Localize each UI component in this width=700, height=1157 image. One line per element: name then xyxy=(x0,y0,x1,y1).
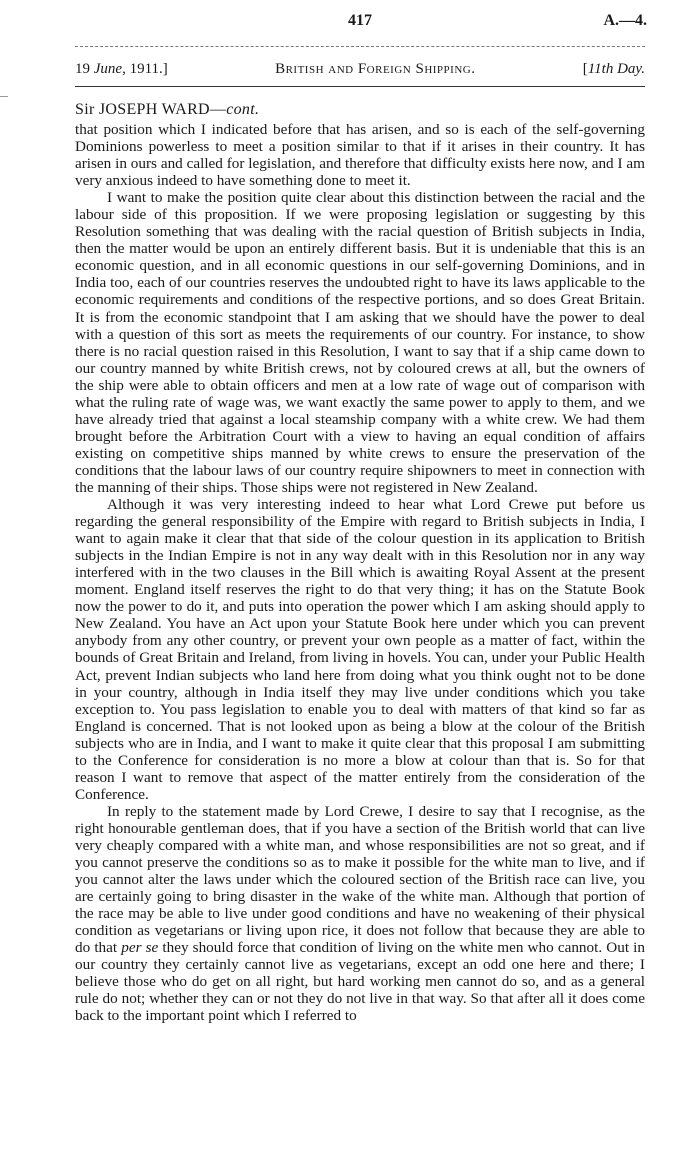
paragraph-3: Although it was very interesting indeed to hear what Lord Crewe put before us regarding the general responsibility of the Empire with regard to British subjects in India, I want to again make it clear that that side of the colour question in its application to British subjects in the Indian Empire is not in any way dealt with in this Resolution nor in any way interfered with in the two clauses in the Bill which is awaiting Royal Assent at the present moment. England itself reserves the right to do that very thing; it has on the Statute Book now the power to do it, and puts into operation the power which I am asking should apply to New Zealand. You have an Act upon your Statute Book here under which you can prevent anybody from any other country, or prevent your own people as a matter of fact, within the bounds of Great Britain and Ireland, from living in hovels. You can, under your Public Health Act, prevent Indian subjects who land here from doing what you think ought not to be done in your country, although in India itself they may live under conditions which you take exception to. You pass legislation to enable you to deal with matters of that kind so far as England is concerned. That is not looked upon as being a blow at the colour of the British subjects who are in India, and I want to make it quite clear that this proposal I am submitting to the Conference for consideration is no more a blow at colour than that is. So for that reason I want to remove that aspect of the matter entirely from the consideration of the Conference. xyxy=(75,496,645,803)
session-date xyxy=(75,61,168,78)
speaker-heading xyxy=(75,101,645,119)
session-day xyxy=(583,61,645,78)
header-rule xyxy=(75,86,645,87)
page-top xyxy=(75,0,645,30)
header-dashed-rule xyxy=(75,46,645,47)
margin-mark xyxy=(0,96,8,97)
paragraph-2: I want to make the position quite clear about this distinction between the racial and the labour side of this proposition. If we were proposing legislation or suggesting by this Resolution something that was dealing with the racial question of British subjects in India, then the matter would be upon an entirely different basis. But it is undeniable that this is an economic question, and in all economic questions in our self-governing Dominions, and in India too, each of our countries reserves the undoubted right to have its laws applicable to the economic requirements and conditions of the respective portions, and so does Great Britain. It is from the economic standpoint that I am asking that we should have the power to deal with a question of this sort as meets the requirements of our country. For instance, to show there is no racial question raised in this Resolution, I want to say that if a ship came down to our country manned by white British crews, not by coloured crews at all, but the owners of the ship were able to obtain officers and men at a low rate of wage out of comparison with what the ruling rate of wage was, we want exactly the same power to apply to them, and we have already tried that against a local steamship company with a white crew. We had them brought before the Arbitration Court with a view to having an equal condition of affairs existing on competitive ships manned by white crews to ensure the preservation of the conditions that the labour laws of our country require shipowners to meet in connection with the manning of their ships. Those ships were not registered in New Zealand. xyxy=(75,189,645,496)
day-label: 11th Day. xyxy=(587,61,645,77)
paragraph-4-part-1: In reply to the statement made by Lord Crewe, I desire to say that I recognise, as the right honourable gentleman does, that if you have a section of the British world that can live very cheaply compared with a white man, and whose responsibilities are not so great, and if you cannot preserve the conditions so as to make it possible for the white man to live, and if you cannot alter the laws under which the coloured section of the British race can live, you are certainly going to bring disaster in the wake of the white man. Although that portion of the race may be able to live under good conditions and have no weakening of their physical condition as vegetarians or living upon rice, it does not follow that because they are able to do that xyxy=(75,802,645,957)
running-head xyxy=(75,61,645,78)
paragraph-4-part-2: they should force that condition of living on the white men who cannot. Out in our country they certainly cannot live as vegetarians, except an odd one here and there; I believe those who do get on all right, but hard working men cannot do so, and as a general rule do not; whether they can or not they do not live in that way. So that after all it does come back to the important point which I referred to xyxy=(75,939,645,1025)
date-year: , 1911.] xyxy=(122,61,168,77)
running-title: British and Foreign Shipping. xyxy=(275,61,476,77)
paragraph-4-latin: per se xyxy=(121,939,159,957)
date-month: June xyxy=(93,61,123,77)
paper-reference: A.—4. xyxy=(603,12,647,29)
speaker-cont: cont. xyxy=(226,101,260,118)
speech-body xyxy=(75,121,645,1024)
day-bracket: [ xyxy=(582,61,588,77)
date-day: 19 xyxy=(75,61,94,77)
paragraph-4 xyxy=(75,803,645,1025)
speaker-name: Sir JOSEPH WARD— xyxy=(75,101,227,118)
paragraph-1: that position which I indicated before that has arisen, and so is each of the self-governing Dominions powerless to meet a position similar to that if it arises in their country. It has arisen in ours and called for legislation, and therefore that difficulty exists here now, and I am very anxious indeed to have something done to meet it. xyxy=(75,121,645,190)
page-number: 417 xyxy=(348,12,372,29)
document-page xyxy=(75,0,645,1024)
